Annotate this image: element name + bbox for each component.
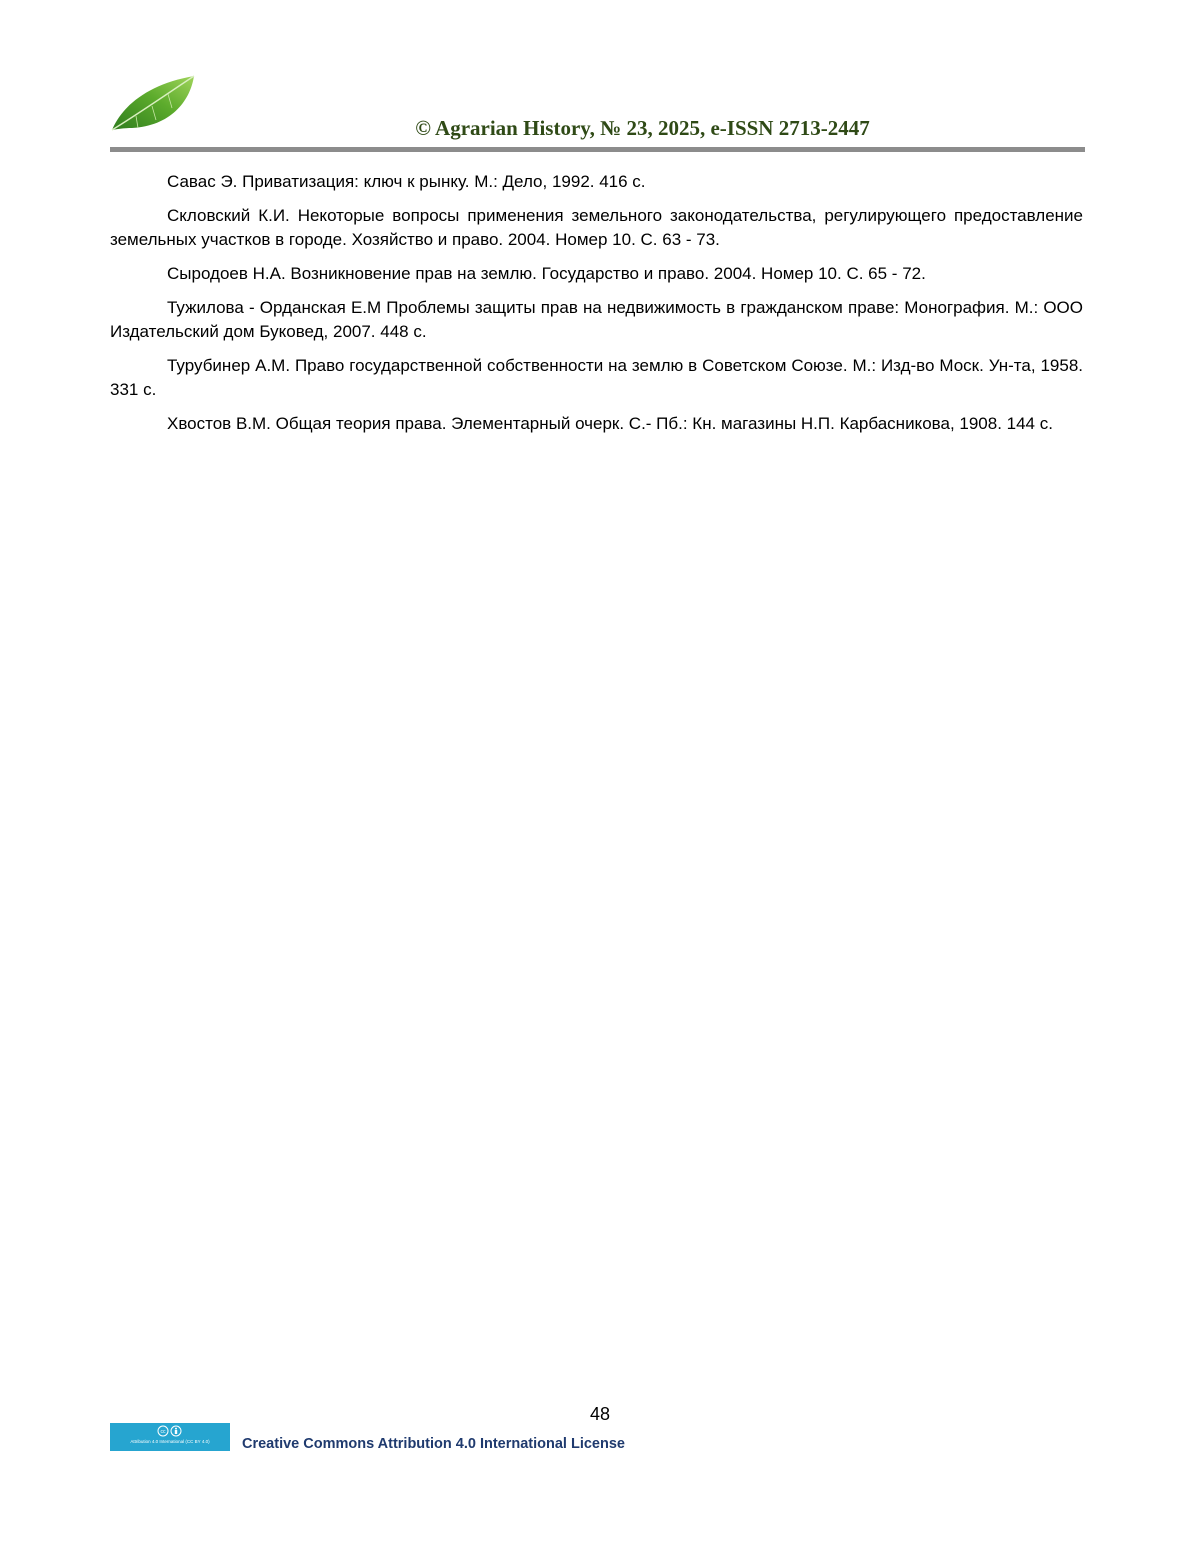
journal-header: © Agrarian History, № 23, 2025, e-ISSN 2713-2447 — [415, 116, 870, 140]
svg-text:cc: cc — [160, 1429, 166, 1435]
license-link[interactable]: Creative Commons Attribution 4.0 International License — [242, 1436, 625, 1452]
page-number: 48 — [589, 1404, 611, 1424]
header-rule — [110, 147, 1085, 152]
reference-entry: Сыродоев Н.А. Возникновение прав на землю. Государство и право. 2004. Номер 10. С. 65 - 72. — [167, 264, 926, 283]
cc-license-badge[interactable] — [110, 1423, 230, 1451]
reference-entry: Хвостов В.М. Общая теория права. Элементарный очерк. С.- Пб.: Кн. магазины Н.П. Карбасникова, 1908. 144 с. — [167, 414, 1053, 433]
reference-entry: Савас Э. Приватизация: ключ к рынку. М.: Дело, 1992. 416 с. — [167, 172, 646, 191]
cc-by-icon — [152, 1425, 188, 1437]
reference-entry: Турубинер А.М. Право государственной собственности на землю в Советском Союзе. М.: Изд-во Моск. Ун-та, 1958. 331 с. — [110, 356, 1083, 399]
reference-list — [110, 170, 1083, 446]
cc-badge-text: Attribution 4.0 International (CC BY 4.0) — [130, 1439, 210, 1445]
reference-entry: Тужилова - Орданская Е.М Проблемы защиты прав на недвижимость в гражданском праве: Монография. М.: ООО Издательский дом Буковед, 2007. 448 с. — [110, 298, 1083, 341]
reference-entry: Скловский К.И. Некоторые вопросы применения земельного законодательства, регулирующего предоставление земельных участков в городе. Хозяйство и право. 2004. Номер 10. С. 63 - 73. — [110, 206, 1083, 249]
